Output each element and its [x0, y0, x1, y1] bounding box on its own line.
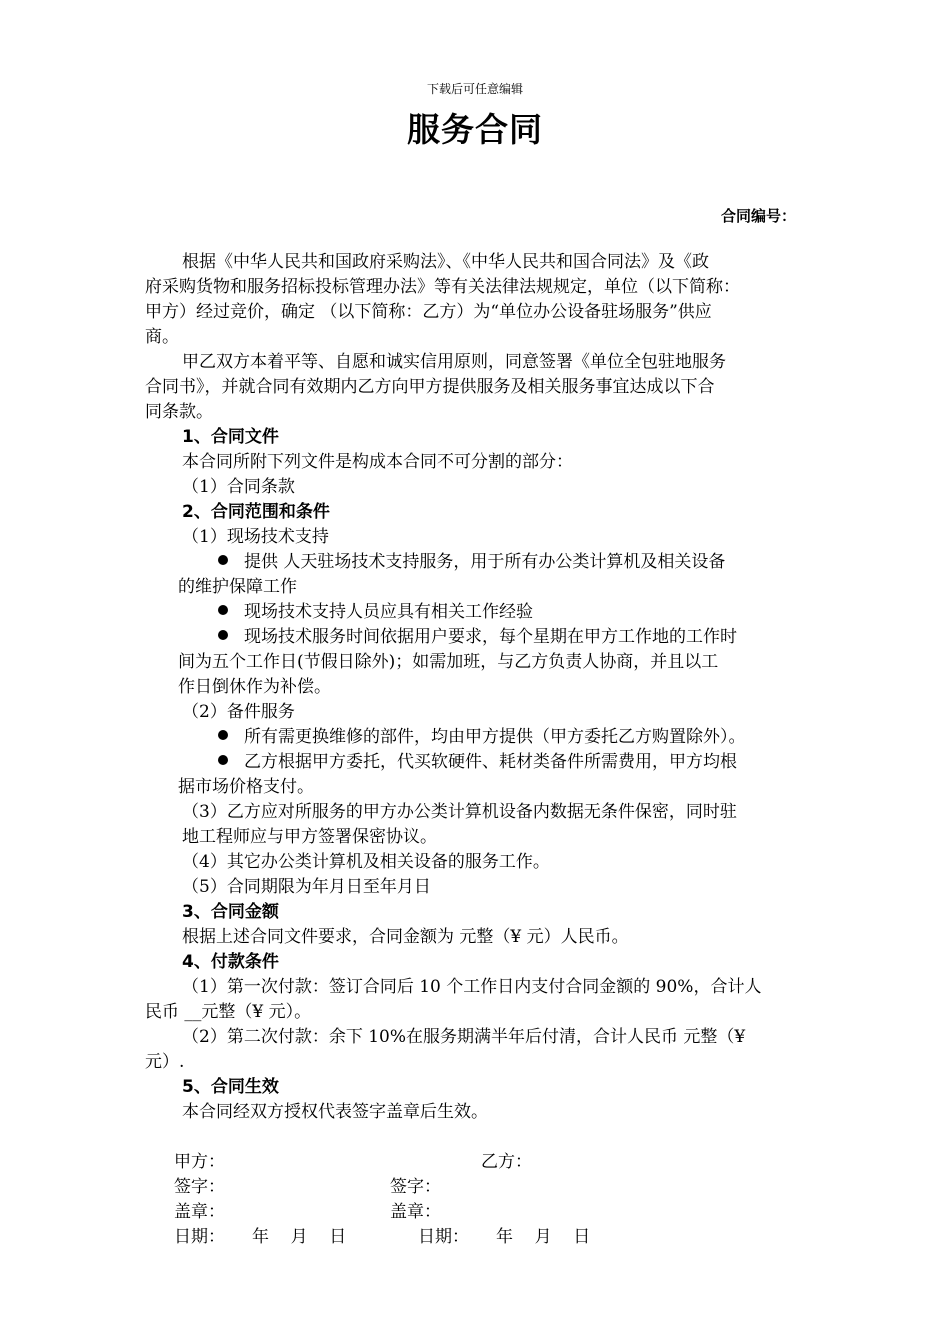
bullet-4: 所有需更换维修的部件，均由甲方提供（甲方委托乙方购置除外）。 [218, 725, 746, 750]
bullet-dot-icon [218, 730, 228, 740]
contract-number-label: 合同编号： [721, 207, 797, 225]
section-2-sub-3: （3）乙方应对所服务的甲方办公类计算机设备内数据无条件保密，同时驻 [182, 802, 737, 822]
section-3-heading: 3、合同金额 [182, 902, 279, 922]
bullet-3-cont-1: 间为五个工作日(节假日除外)；如需加班，与乙方负责人协商，并且以工 [178, 652, 719, 672]
section-4-heading: 4、付款条件 [182, 952, 279, 972]
party-a-seal: 盖章： [174, 1202, 225, 1222]
intro-line-4: 商。 [145, 327, 179, 347]
party-a-signature: 签字： [174, 1177, 225, 1197]
bullet-1-cont: 的维护保障工作 [178, 577, 297, 597]
bullet-2: 现场技术支持人员应具有相关工作经验 [218, 600, 533, 625]
intro-line-2: 府采购货物和服务招标投标管理办法》等有关法律法规规定，单位（以下简称： [145, 277, 740, 297]
section-5-text: 本合同经双方授权代表签字盖章后生效。 [182, 1102, 488, 1122]
bullet-dot-icon [218, 605, 228, 615]
header-note: 下载后可任意编辑 [426, 82, 523, 96]
party-a-label: 甲方： [174, 1152, 225, 1172]
bullet-3: 现场技术服务时间依据用户要求，每个星期在甲方工作地的工作时 [218, 625, 737, 650]
payment-2-cont: 元）. [145, 1052, 185, 1072]
party-b-date: 日期： 年 月 日 [418, 1227, 591, 1247]
payment-1: （1）第一次付款：签订合同后 10 个工作日内支付合同金额的 90%，合计人 [182, 977, 762, 997]
section-2-sub-1: （1）现场技术支持 [182, 527, 329, 547]
party-b-seal: 盖章： [390, 1202, 441, 1222]
section-2-sub-5: （5）合同期限为年月日至年月日 [182, 877, 431, 897]
intro-line-7: 同条款。 [145, 402, 213, 422]
intro-line-6: 合同书》，并就合同有效期内乙方向甲方提供服务及相关服务事宜达成以下合 [145, 377, 715, 397]
bullet-1: 提供 人天驻场技术支持服务，用于所有办公类计算机及相关设备 [218, 550, 725, 575]
section-2-sub-4: （4）其它办公类计算机及相关设备的服务工作。 [182, 852, 550, 872]
section-3-text: 根据上述合同文件要求，合同金额为 元整（¥ 元）人民币。 [182, 927, 629, 947]
party-b-signature: 签字： [390, 1177, 441, 1197]
bullet-5-cont: 据市场价格支付。 [178, 777, 314, 797]
payment-2: （2）第二次付款：余下 10%在服务期满半年后付清，合计人民币 元整（¥ [182, 1027, 746, 1047]
bullet-dot-icon [218, 630, 228, 640]
section-1-heading: 1、合同文件 [182, 427, 279, 447]
section-5-heading: 5、合同生效 [182, 1077, 279, 1097]
section-2-sub-3-cont: 地工程师应与甲方签署保密协议。 [182, 827, 437, 847]
document-title: 服务合同 [407, 110, 543, 149]
bullet-5: 乙方根据甲方委托，代买软硬件、耗材类备件所需费用，甲方均根 [218, 750, 737, 775]
party-a-date: 日期： 年 月 日 [174, 1227, 347, 1247]
intro-line-5: 甲乙双方本着平等、自愿和诚实信用原则，同意签署《单位全包驻地服务 [182, 352, 726, 372]
section-1-text: 本合同所附下列文件是构成本合同不可分割的部分： [182, 452, 573, 472]
bullet-dot-icon [218, 555, 228, 565]
party-b-label: 乙方： [481, 1152, 532, 1172]
section-2-sub-2: （2）备件服务 [182, 702, 295, 722]
intro-line-1: 根据《中华人民共和国政府采购法》、《中华人民共和国合同法》及《政 [182, 252, 709, 272]
bullet-dot-icon [218, 755, 228, 765]
section-2-heading: 2、合同范围和条件 [182, 502, 330, 522]
bullet-3-cont-2: 作日倒休作为补偿。 [178, 677, 331, 697]
payment-1-cont: 民币 __元整（¥ 元）。 [145, 1002, 312, 1022]
section-1-item-1: （1）合同条款 [182, 477, 295, 497]
intro-line-3: 甲方）经过竞价，确定 （以下简称：乙方）为“单位办公设备驻场服务”供应 [145, 302, 712, 322]
